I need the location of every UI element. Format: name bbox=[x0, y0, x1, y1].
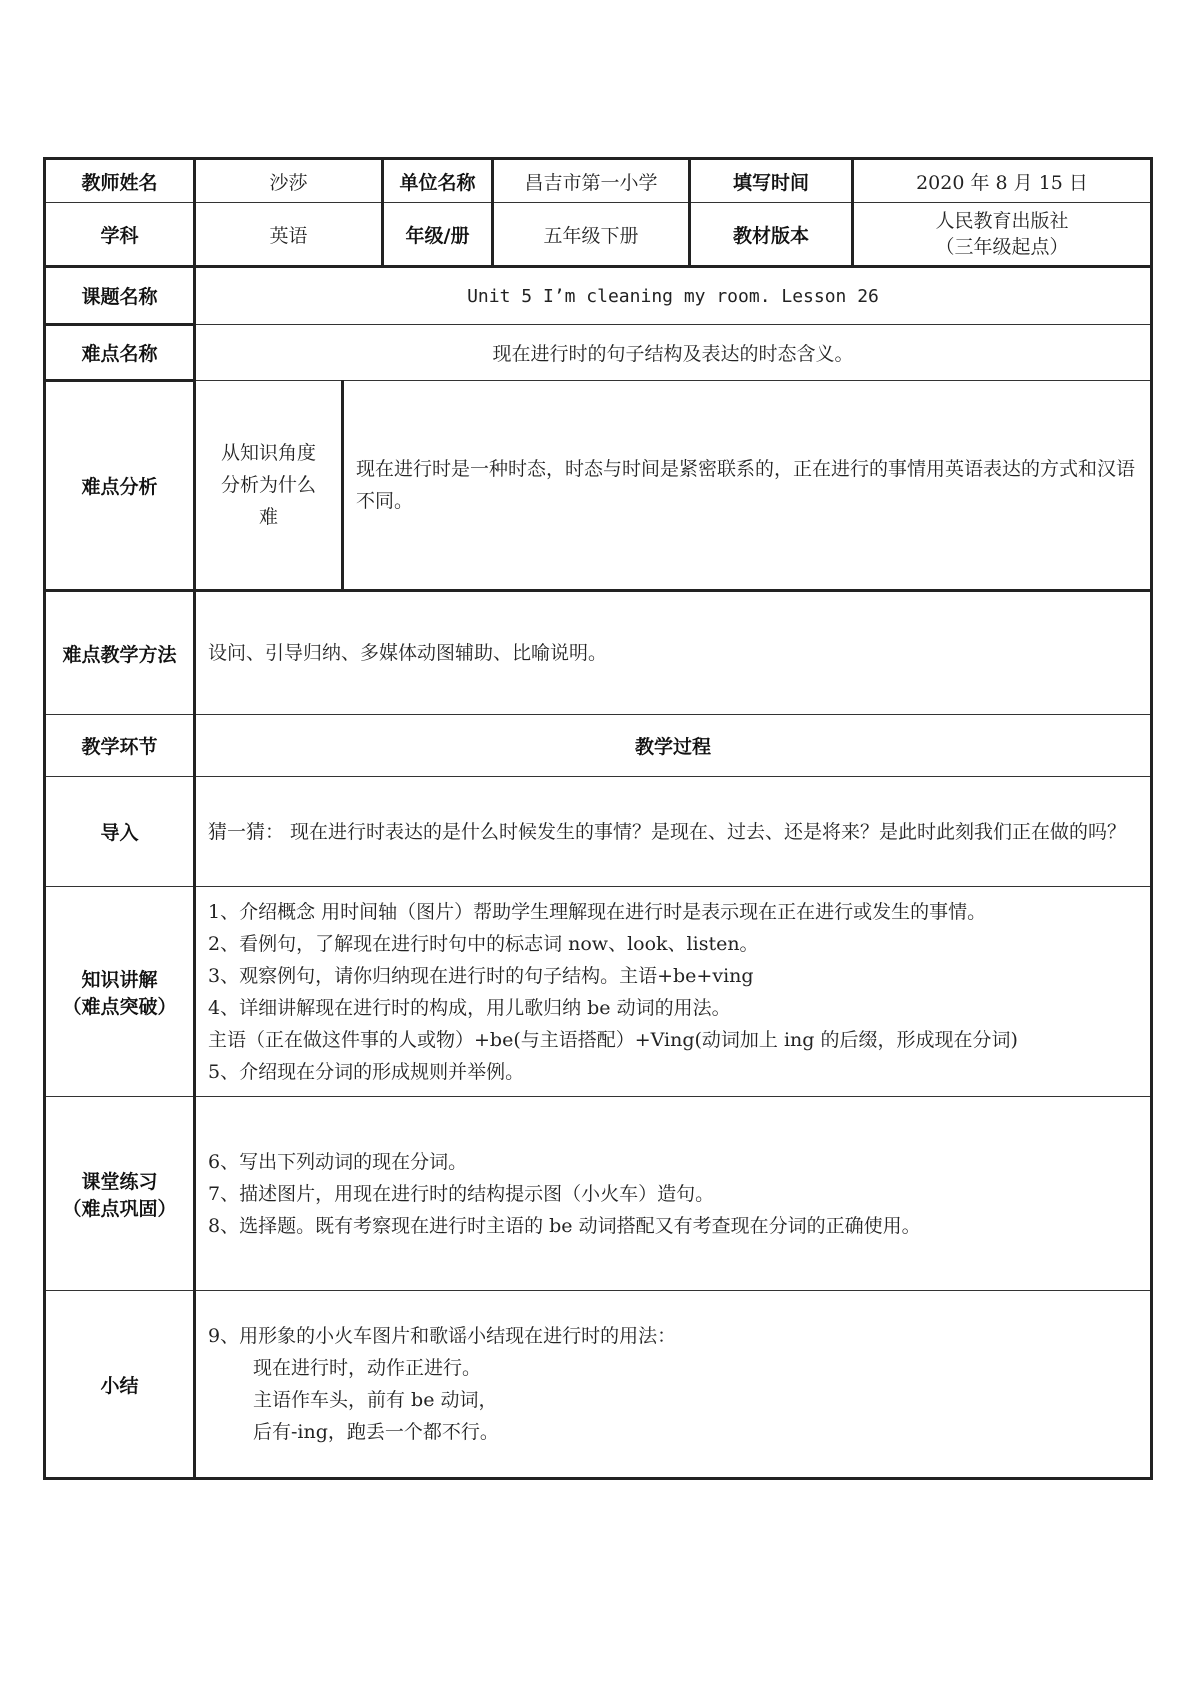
practice-line: 8、选择题。既有考察现在进行时主语的 be 动词搭配又有考查现在分词的正确使用。 bbox=[208, 1214, 921, 1237]
analysis-label: 难点分析 bbox=[45, 381, 195, 591]
process-stage-label: 教学环节 bbox=[45, 715, 195, 777]
summary-row bbox=[45, 1291, 1152, 1479]
topic-row bbox=[45, 267, 1152, 325]
method-label: 难点教学方法 bbox=[45, 591, 195, 715]
process-header-row bbox=[45, 715, 1152, 777]
knowledge-content bbox=[195, 887, 1152, 1097]
knowledge-line: 4、详细讲解现在进行时的构成，用儿歌归纳 be 动词的用法。 bbox=[208, 996, 731, 1019]
analysis-value: 现在进行时是一种时态，时态与时间是紧密联系的，正在进行的事情用英语表达的方式和汉语不同。 bbox=[343, 381, 1152, 591]
practice-row bbox=[45, 1097, 1152, 1291]
analysis-sub-line-2: 分析为什么 bbox=[220, 474, 316, 496]
header-row-2 bbox=[45, 203, 1152, 267]
knowledge-label-line-2: （难点突破） bbox=[62, 995, 177, 1018]
knowledge-row bbox=[45, 887, 1152, 1097]
unit-label: 单位名称 bbox=[383, 159, 493, 203]
lesson-plan-table bbox=[43, 157, 1153, 1480]
method-value: 设问、引导归纳、多媒体动图辅助、比喻说明。 bbox=[195, 591, 1152, 715]
knowledge-line: 3、观察例句，请你归纳现在进行时的句子结构。主语+be+ving bbox=[208, 964, 754, 987]
summary-label: 小结 bbox=[45, 1291, 195, 1479]
topic-value: Unit 5 I’m cleaning my room. Lesson 26 bbox=[195, 267, 1152, 325]
method-row bbox=[45, 591, 1152, 715]
edition-value-line-2: （三年级起点） bbox=[935, 236, 1069, 258]
summary-line-2: 现在进行时，动作正进行。 bbox=[253, 1357, 482, 1379]
practice-content bbox=[195, 1097, 1152, 1291]
knowledge-line: 5、介绍现在分词的形成规则并举例。 bbox=[208, 1060, 525, 1083]
intro-row bbox=[45, 777, 1152, 887]
practice-line: 6、写出下列动词的现在分词。 bbox=[208, 1150, 468, 1173]
knowledge-line: 2、看例句，了解现在进行时句中的标志词 now、look、listen。 bbox=[208, 932, 759, 955]
difficulty-label: 难点名称 bbox=[45, 325, 195, 381]
summary-content bbox=[195, 1291, 1152, 1479]
topic-label: 课题名称 bbox=[45, 267, 195, 325]
teacher-value: 沙莎 bbox=[195, 159, 383, 203]
knowledge-line: 1、介绍概念 用时间轴（图片）帮助学生理解现在进行时是表示现在正在进行或发生的事情。 bbox=[208, 900, 987, 923]
subject-label: 学科 bbox=[45, 203, 195, 267]
intro-value: 猜一猜： 现在进行时表达的是什么时候发生的事情？是现在、过去、还是将来？是此时此刻我们正在做的吗？ bbox=[195, 777, 1152, 887]
knowledge-line: 主语（正在做这件事的人或物）+be(与主语搭配）+Ving(动词加上 ing 的后缀，形成现在分词) bbox=[208, 1028, 1018, 1051]
time-value: 2020 年 8 月 15 日 bbox=[853, 159, 1152, 203]
process-label: 教学过程 bbox=[195, 715, 1152, 777]
edition-value-line-1: 人民教育出版社 bbox=[935, 210, 1069, 232]
summary-line-4: 后有-ing，跑丢一个都不行。 bbox=[253, 1421, 499, 1443]
time-label: 填写时间 bbox=[690, 159, 853, 203]
difficulty-value: 现在进行时的句子结构及表达的时态含义。 bbox=[195, 325, 1152, 381]
knowledge-label bbox=[45, 887, 195, 1097]
header-row-1 bbox=[45, 159, 1152, 203]
analysis-sub-line-3: 难 bbox=[258, 506, 278, 528]
analysis-sub-line-1: 从知识角度 bbox=[220, 442, 316, 464]
unit-value: 昌吉市第一小学 bbox=[493, 159, 690, 203]
edition-value bbox=[853, 203, 1152, 267]
practice-label-line-2: （难点巩固） bbox=[62, 1197, 177, 1220]
practice-line: 7、描述图片，用现在进行时的结构提示图（小火车）造句。 bbox=[208, 1182, 715, 1205]
practice-label-line-1: 课堂练习 bbox=[81, 1170, 158, 1193]
teacher-label: 教师姓名 bbox=[45, 159, 195, 203]
edition-label: 教材版本 bbox=[690, 203, 853, 267]
difficulty-row bbox=[45, 325, 1152, 381]
intro-label: 导入 bbox=[45, 777, 195, 887]
summary-line-1: 9、用形象的小火车图片和歌谣小结现在进行时的用法： bbox=[208, 1325, 677, 1347]
analysis-sub-label bbox=[195, 381, 343, 591]
summary-line-3: 主语作车头，前有 be 动词， bbox=[253, 1389, 498, 1411]
practice-label bbox=[45, 1097, 195, 1291]
analysis-row bbox=[45, 381, 1152, 591]
knowledge-label-line-1: 知识讲解 bbox=[81, 968, 158, 991]
grade-label: 年级/册 bbox=[383, 203, 493, 267]
grade-value: 五年级下册 bbox=[493, 203, 690, 267]
subject-value: 英语 bbox=[195, 203, 383, 267]
